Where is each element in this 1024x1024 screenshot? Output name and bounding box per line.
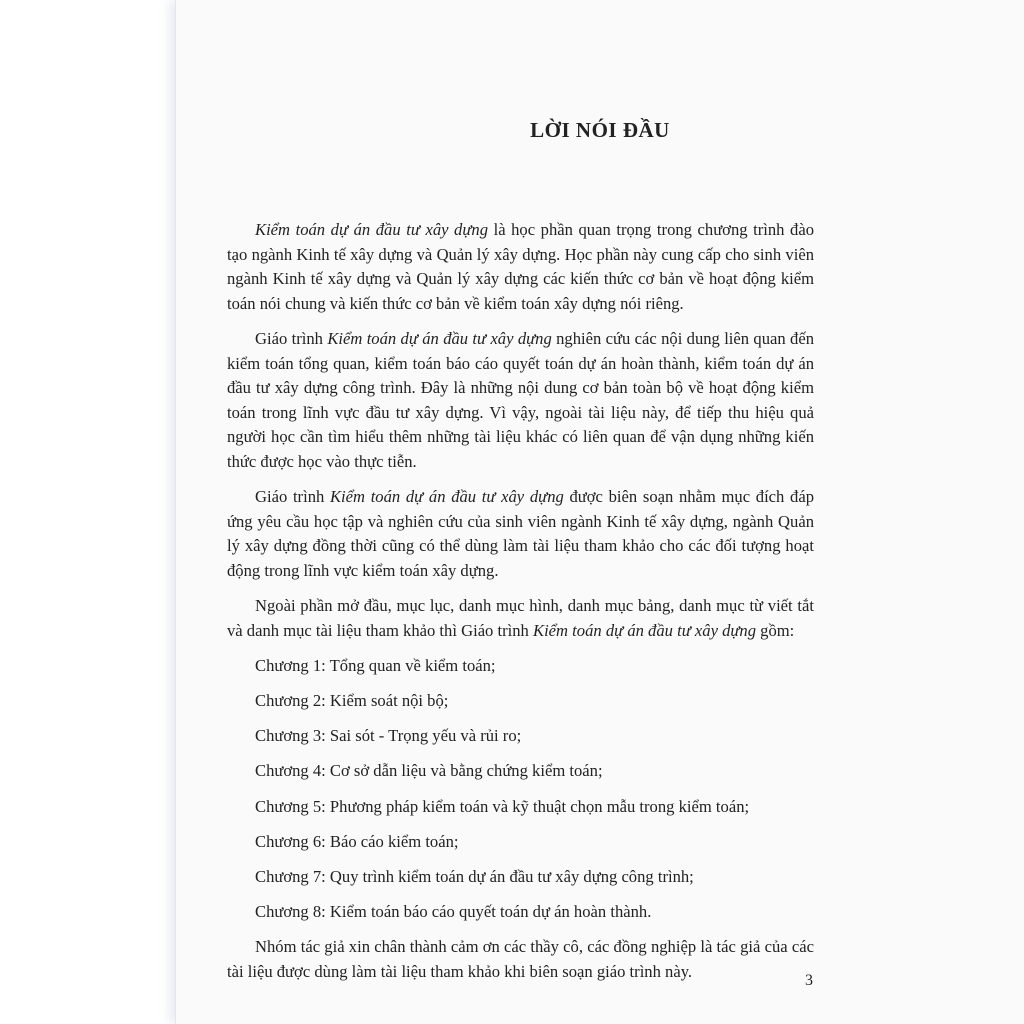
chapter-item: Chương 1: Tổng quan về kiểm toán; xyxy=(255,655,496,675)
course-title-italic: Kiểm toán dự án đầu tư xây dựng xyxy=(255,220,489,239)
paragraph-4-text: gồm: xyxy=(756,620,795,640)
paragraph-4-lead: Ngoài phần mở đầu, mục lục, danh mục hình, danh mục bảng, danh mục từ viết tắt và danh mục tài liệu tham khảo thì Giáo trình xyxy=(227,596,814,640)
paragraph-3 xyxy=(227,485,814,583)
chapter-item: Chương 6: Báo cáo kiểm toán; xyxy=(255,831,459,851)
paragraph-3-text: được biên soạn nhằm mục đích đáp ứng yêu cầu học tập và nghiên cứu của sinh viên ngành Kinh tế xây dựng, ngành Quản lý xây dựng đồng thời cũng có thể dùng làm tài liệu tham khảo cho các đối tượng hoạt động trong lĩnh vực kiểm toán xây dựng. xyxy=(227,487,814,580)
chapter-item: Chương 2: Kiểm soát nội bộ; xyxy=(255,691,449,711)
chapter-item: Chương 3: Sai sót - Trọng yếu và rủi ro; xyxy=(255,726,522,746)
paragraph-2-lead: Giáo trình xyxy=(255,328,328,348)
chapter-item: Chương 7: Quy trình kiểm toán dự án đầu tư xây dựng công trình; xyxy=(255,867,694,886)
chapter-item: Chương 5: Phương pháp kiểm toán và kỹ thuật chọn mẫu trong kiểm toán; xyxy=(255,796,750,816)
paragraph-1 xyxy=(227,218,814,316)
paragraph-4 xyxy=(227,594,814,643)
course-title-italic: Kiểm toán dự án đầu tư xây dựng xyxy=(533,620,757,640)
preface-body xyxy=(227,218,814,995)
paragraph-3-lead: Giáo trình xyxy=(255,487,330,507)
paragraph-2 xyxy=(227,327,814,475)
course-title-italic: Kiểm toán dự án đầu tư xây dựng xyxy=(329,487,564,507)
page-title: LỜI NÓI ĐẦU xyxy=(530,118,670,142)
course-title-italic: Kiểm toán dự án đầu tư xây dựng xyxy=(327,328,552,348)
chapter-item: Chương 8: Kiểm toán báo cáo quyết toán dự án hoàn thành. xyxy=(255,902,652,922)
chapter-item: Chương 4: Cơ sở dẫn liệu và bằng chứng kiểm toán; xyxy=(255,761,603,781)
paragraph-2-text: nghiên cứu các nội dung liên quan đến kiểm toán tổng quan, kiểm toán báo cáo quyết toán dự án hoàn thành, kiểm toán dự án đầu tư xây dựng công trình. Đây là những nội dung cơ bản toàn bộ về hoạt động kiểm toán trong lĩnh vực đầu tư xây dựng. Vì vậy, ngoài tài liệu này, để tiếp thu hiệu quả người học cần tìm hiểu thêm những tài liệu khác có liên quan để vận dụng những kiến thức được học vào thực tiễn. xyxy=(227,328,815,471)
page-number: 3 xyxy=(805,972,813,989)
paragraph-1-text: là học phần quan trọng trong chương trình đào tạo ngành Kinh tế xây dựng và Quản lý xây dựng. Học phần này cung cấp cho sinh viên ngành Kinh tế xây dựng và Quản lý xây dựng các kiến thức cơ bản về hoạt động kiểm toán nói chung và kiến thức cơ bản về kiểm toán xây dựng nói riêng. xyxy=(227,220,814,313)
book-page xyxy=(176,0,1024,1024)
closing-paragraph: Nhóm tác giả xin chân thành cảm ơn các thầy cô, các đồng nghiệp là tác giả của các tài liệu được dùng làm tài liệu tham khảo khi biên soạn giáo trình này. xyxy=(227,937,814,981)
